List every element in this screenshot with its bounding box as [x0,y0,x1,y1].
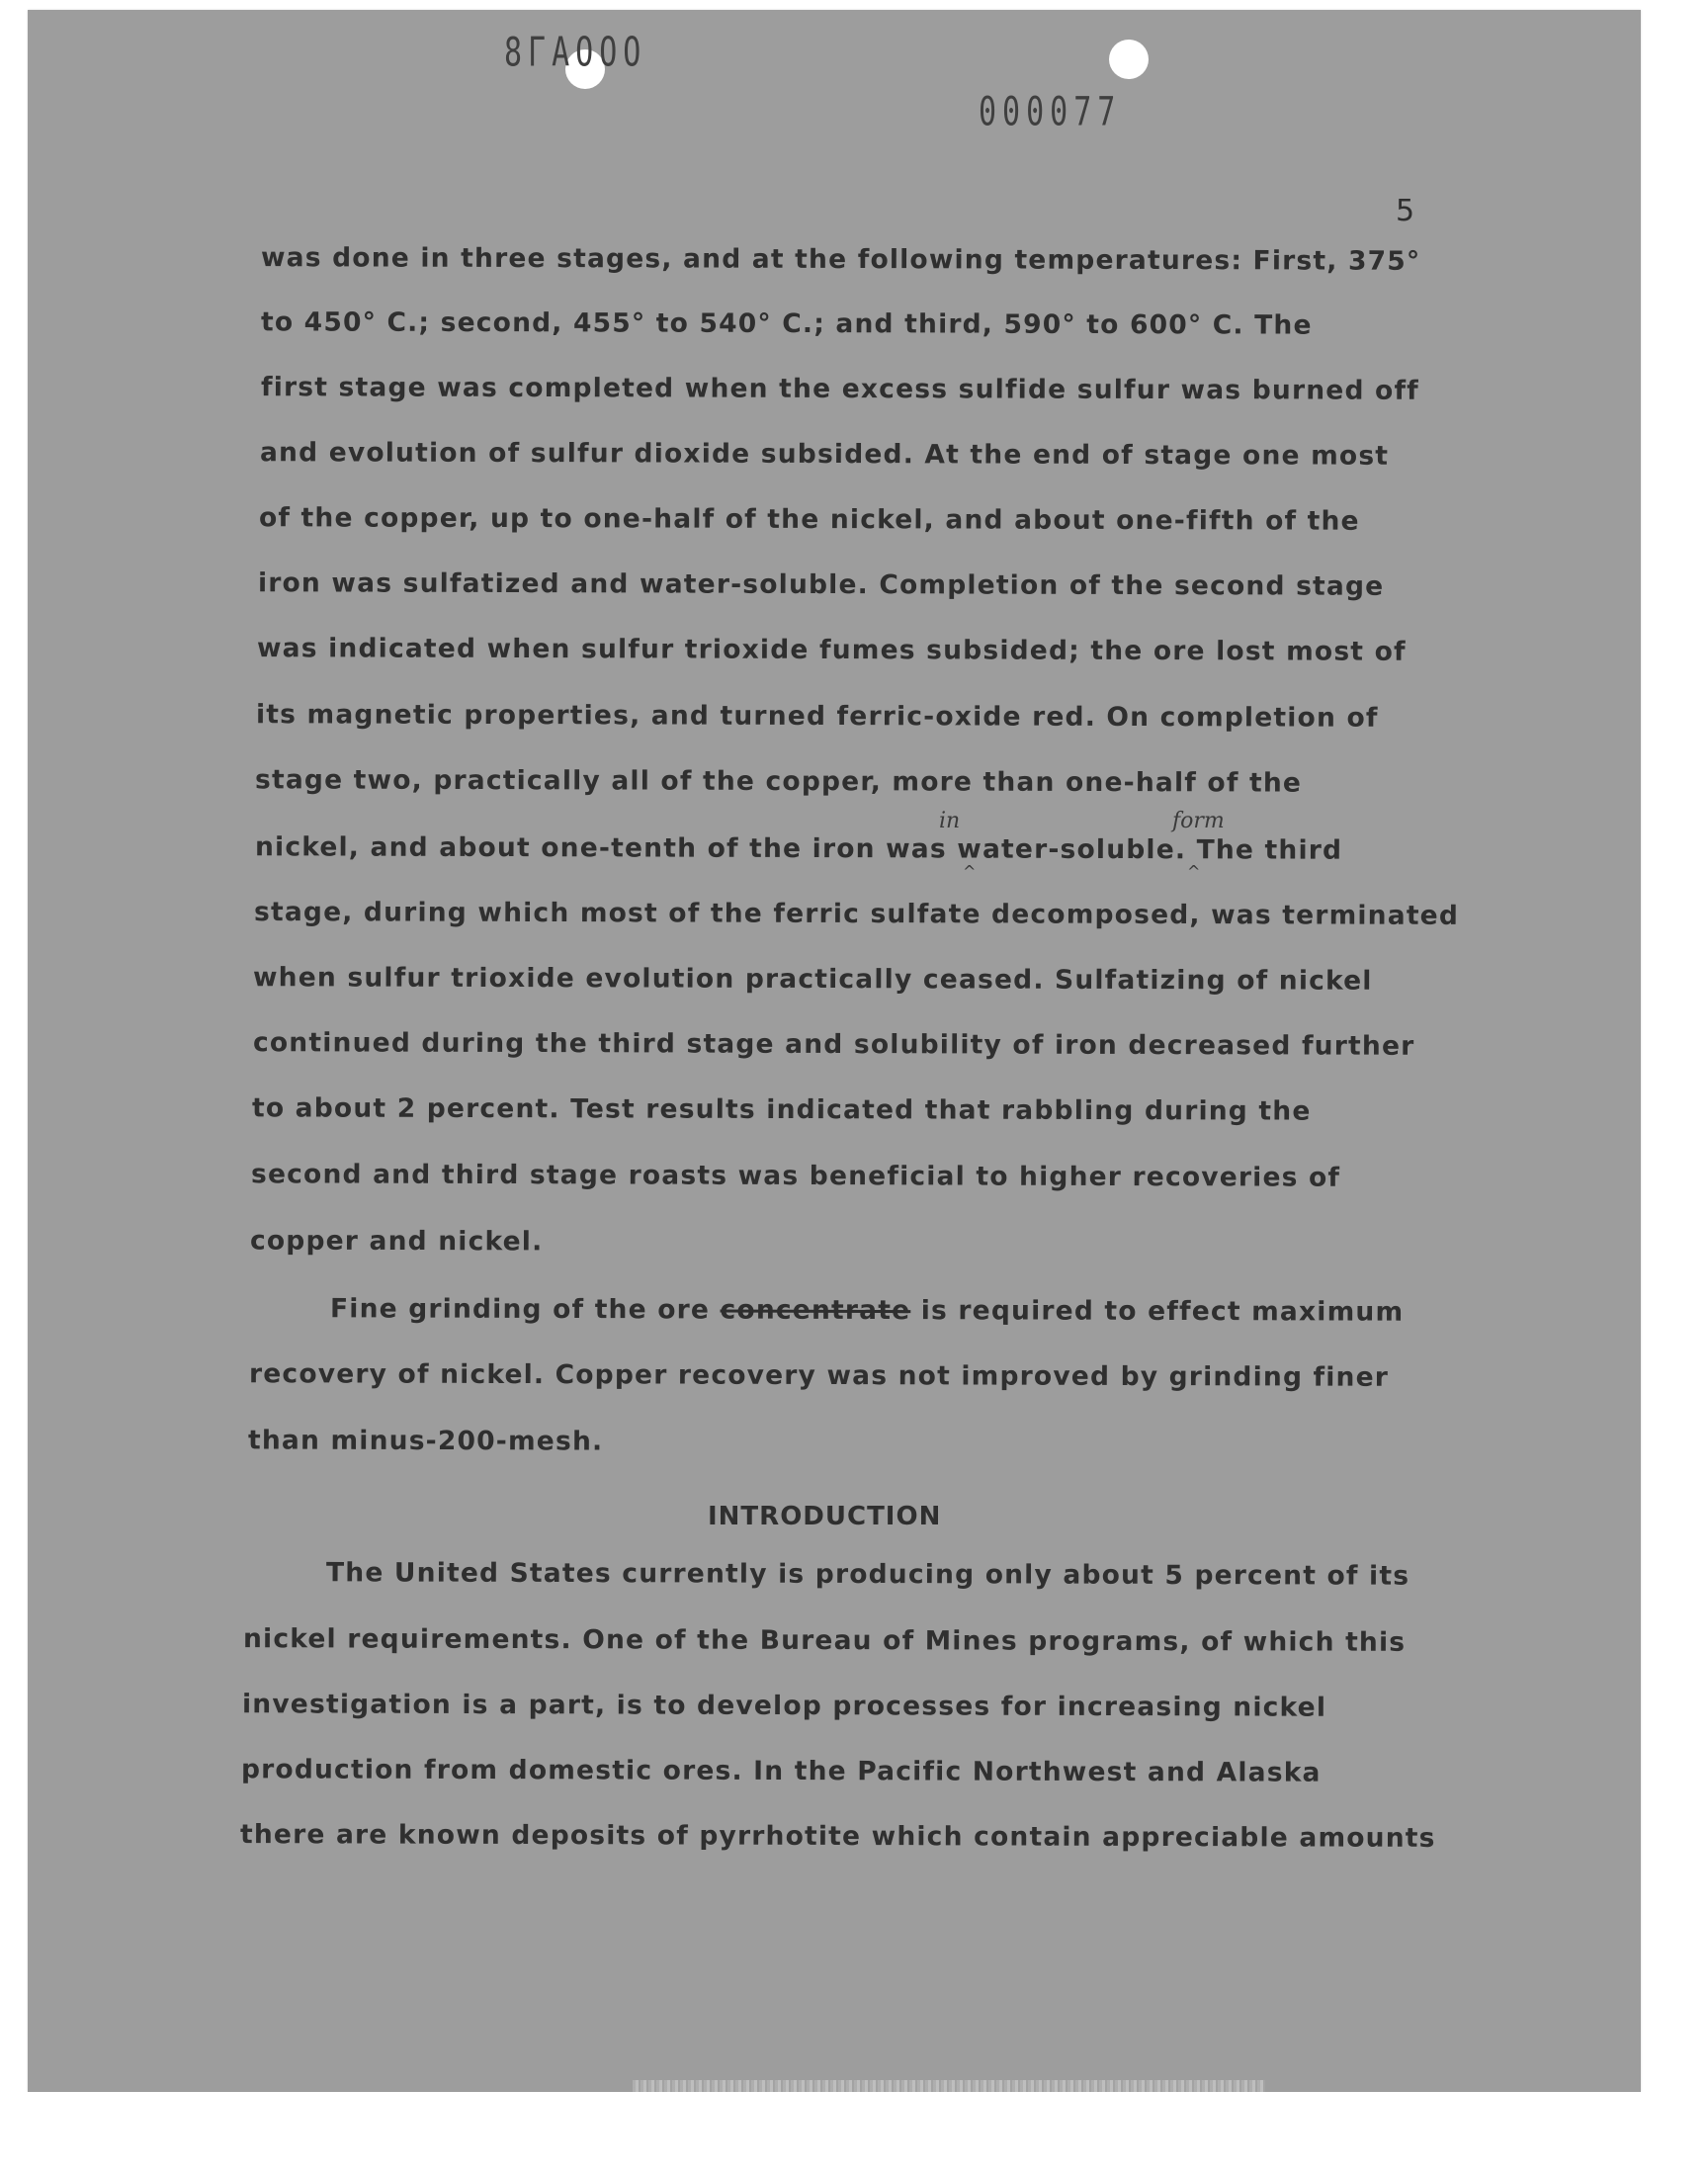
page-bottom-margin [0,2092,1708,2175]
text-run: Fine grinding of the ore [329,1293,721,1326]
body-line: production from domestic ores. In the Pacific Northwest and Alaska [240,1754,1322,1788]
body-line: copper and nickel. [249,1225,544,1258]
body-line: and evolution of sulfur dioxide subsided. At the end of stage one most [259,437,1390,472]
body-line: second and third stage roasts was beneficial to higher recoveries of [250,1159,1341,1193]
body-line: nickel requirements. One of the Bureau of Mines programs, of which this [242,1623,1407,1658]
body-line: of the copper, up to one-half of the nickel, and about one-fifth of the [258,502,1360,537]
body-line: was indicated when sulfur trioxide fumes subsided; the ore lost most of [256,633,1407,667]
body-line: continued during the third stage and solubility of iron decreased further [252,1027,1415,1062]
text-run: is required to effect maximum [910,1295,1405,1328]
body-line [329,1293,1405,1328]
body-line: iron was sulfatized and water-soluble. Completion of the second stage [257,567,1385,602]
body-line: recovery of nickel. Copper recovery was not improved by grinding finer [248,1358,1390,1393]
body-line: to 450° C.; second, 455° to 540° C.; and third, 590° to 600° C. The [260,306,1313,341]
punch-hole [1109,40,1149,79]
body-line: to about 2 percent. Test results indicated that rabbling during the [251,1092,1312,1127]
body-line: nickel, and about one-tenth of the iron was water-soluble. The third [254,831,1343,866]
section-heading: INTRODUCTION [708,1502,942,1531]
document-stamp-number: 000077 [979,89,1122,136]
body-line: than minus-200-mesh. [247,1425,604,1457]
body-line: first stage was completed when the excess sulfide sulfur was burned off [260,372,1419,406]
handwritten-insert-in: in [939,809,961,833]
body-line: there are known deposits of pyrrhotite which contain appreciable amounts [239,1819,1436,1854]
body-line: investigation is a part, is to develop processes for increasing nickel [241,1689,1327,1723]
page-number: 5 [1396,194,1415,228]
handwritten-insert-form: form [1172,809,1225,833]
body-line: stage two, practically all of the copper, more than one-half of the [254,764,1303,799]
insertion-caret: ^ [963,862,977,881]
body-line: was done in three stages, and at the following temperatures: First, 375° [260,242,1421,277]
insertion-caret: ^ [1187,862,1201,881]
top-stamp-number: 8ΓΑΟΟΟ [504,30,647,77]
body-line: stage, during which most of the ferric sulfate decomposed, was terminated [253,897,1460,931]
body-line: its magnetic properties, and turned ferric-oxide red. On completion of [255,699,1379,734]
struck-word: concentrate [720,1294,911,1327]
body-line: when sulfur trioxide evolution practically ceased. Sulfatizing of nickel [252,962,1373,997]
body-line: The United States currently is producing only about 5 percent of its [325,1557,1410,1592]
